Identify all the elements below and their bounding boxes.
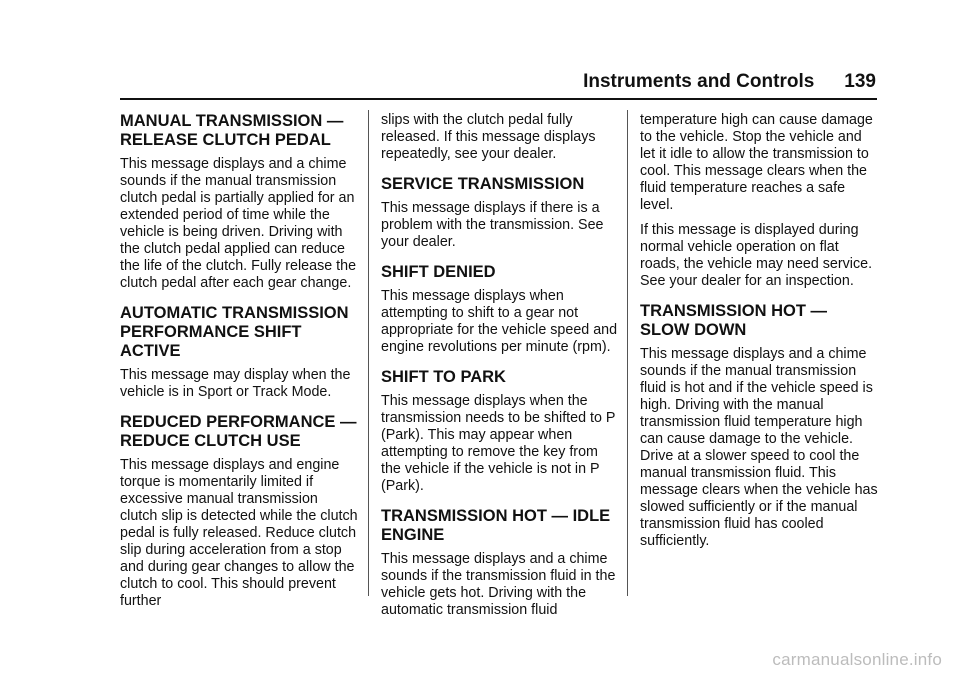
paragraph: This message displays when attempting to shift to a gear not appropriate for the vehicle speed and engine revolutions per minute (rpm).	[381, 288, 618, 355]
paragraph: If this message is displayed during normal vehicle operation on flat roads, the vehicle may need service. See your dealer for an inspection.	[640, 222, 873, 289]
heading-automatic-transmission-performance-shift: AUTOMATIC TRANSMISSION PERFORMANCE SHIFT ACTIVE	[120, 304, 349, 360]
column-1	[120, 112, 358, 618]
paragraph: This message may display when the vehicle is in Sport or Track Mode.	[120, 367, 351, 400]
paragraph: This message displays and a chime sounds if the manual transmission clutch pedal is partially applied for an extended period of time while the vehicle is being driven. Driving with the clutch pedal applied can reduce the life of the clutch. Fully release the clutch pedal after each gear change.	[120, 156, 357, 291]
column-3	[640, 112, 878, 558]
column-divider-2	[627, 110, 628, 596]
heading-shift-denied: SHIFT DENIED	[381, 263, 496, 281]
column-divider-1	[368, 110, 369, 596]
paragraph: temperature high can cause damage to the vehicle. Stop the vehicle and let it idle to allow the transmission to cool. This message clears when the fluid temperature reaches a safe level.	[640, 112, 873, 213]
heading-service-transmission: SERVICE TRANSMISSION	[381, 175, 585, 193]
paragraph: This message displays and a chime sounds if the manual transmission fluid is hot and if the vehicle speed is high. Driving with the manual transmission fluid temperature high can cause damage to the vehicle. Drive at a slower speed to cool the manual transmission fluid. This message clears when the vehicle has slowed sufficiently or if the manual transmission fluid has cooled sufficiently.	[640, 346, 878, 549]
paragraph: This message displays when the transmission needs to be shifted to P (Park). This may appear when attempting to remove the key from the vehicle if the vehicle is not in P (Park).	[381, 393, 616, 494]
heading-transmission-hot-slow-down: TRANSMISSION HOT — SLOW DOWN	[640, 302, 828, 339]
paragraph: slips with the clutch pedal fully released. If this message displays repeatedly, see your dealer.	[381, 112, 596, 162]
heading-shift-to-park: SHIFT TO PARK	[381, 368, 506, 386]
section-title: Instruments and Controls	[583, 71, 815, 92]
watermark: carmanualsonline.info	[772, 650, 942, 669]
heading-transmission-hot-idle: TRANSMISSION HOT — IDLE ENGINE	[381, 507, 611, 544]
heading-reduced-performance: REDUCED PERFORMANCE — REDUCE CLUTCH USE	[120, 413, 357, 450]
paragraph: This message displays and engine torque is momentarily limited if excessive manual transmission clutch slip is detected while the clutch pedal is fully released. Reduce clutch slip during acceleration from a stop and during gear changes to allow the clutch to cool. This should prevent further	[120, 457, 358, 609]
page-header	[583, 71, 876, 93]
header-rule	[120, 98, 877, 100]
paragraph: This message displays and a chime sounds if the transmission fluid in the vehicle gets hot. Driving with the automatic transmission fluid	[381, 551, 616, 618]
paragraph: This message displays if there is a problem with the transmission. See your dealer.	[381, 200, 604, 250]
page-number: 139	[844, 71, 876, 92]
column-2	[381, 112, 619, 627]
heading-manual-transmission-release-clutch: MANUAL TRANSMISSION — RELEASE CLUTCH PEDAL	[120, 112, 344, 149]
